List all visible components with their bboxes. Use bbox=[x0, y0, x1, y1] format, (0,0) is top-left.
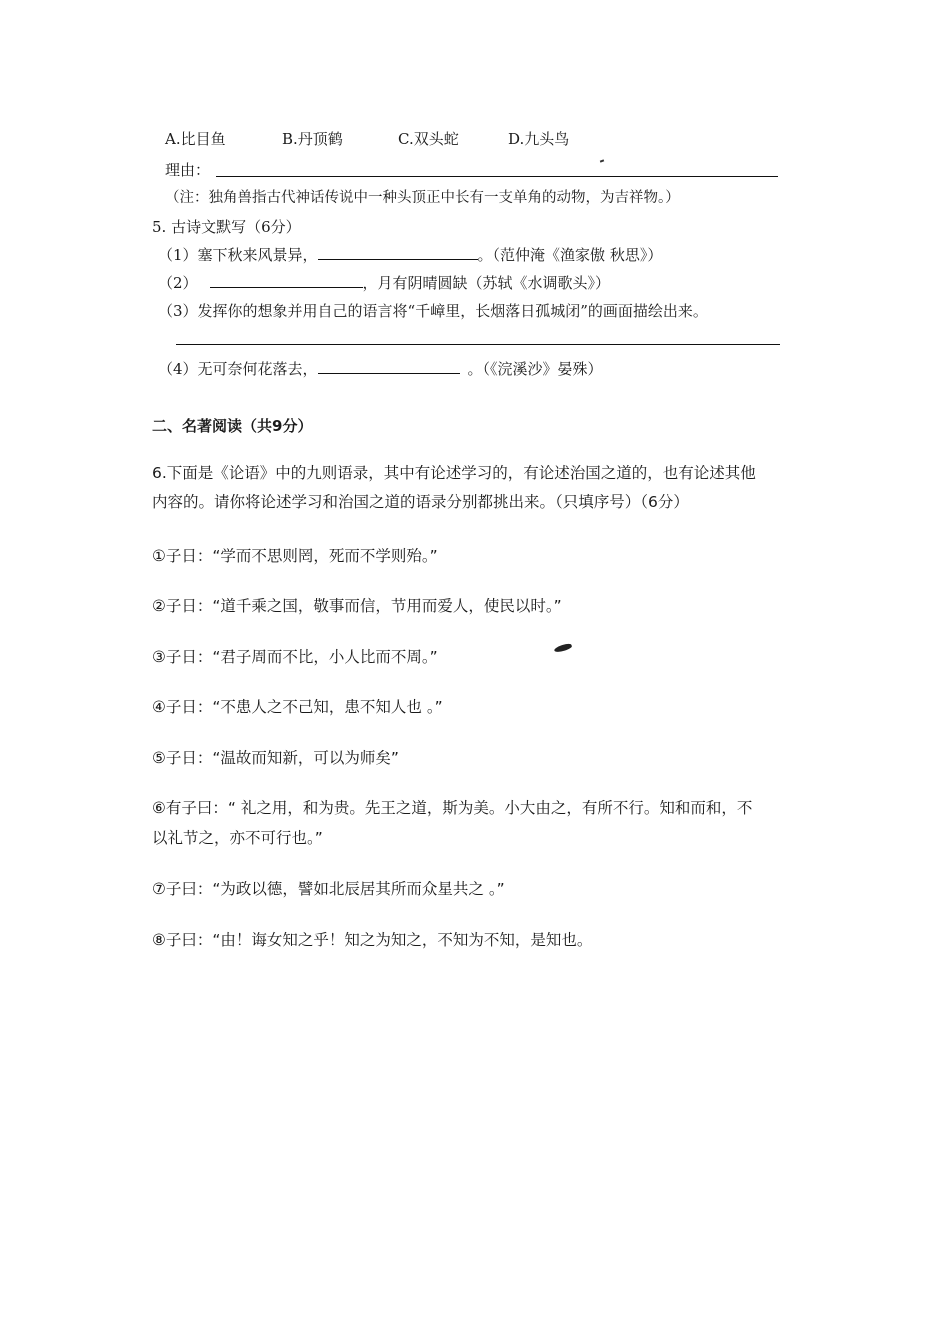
quote-6-line2: 以礼节之，亦不可行也。” bbox=[152, 829, 323, 847]
quote-7: ⑦子曰：“为政以德，譬如北辰居其所而众星共之 。” bbox=[152, 880, 505, 898]
q5-title: 5. 古诗文默写（6分） bbox=[152, 218, 301, 236]
q5-item4-prefix: （4）无可奈何花落去， bbox=[158, 360, 318, 378]
option-d: D.九头鸟 bbox=[508, 130, 570, 148]
quote-5: ⑤子日：“温故而知新，可以为师矣” bbox=[152, 749, 399, 767]
option-a: A.比目鱼 bbox=[165, 130, 226, 148]
option-b: B.丹顶鹤 bbox=[282, 130, 343, 148]
q5-item2 bbox=[158, 272, 610, 293]
q5-item1-blank[interactable] bbox=[318, 244, 478, 260]
q5-item1-prefix: （1）塞下秋来风景异， bbox=[158, 246, 318, 264]
quote-4: ④子日：“不患人之不己知，患不知人也 。” bbox=[152, 698, 443, 716]
option-c: C.双头蛇 bbox=[398, 130, 459, 148]
quote-8: ⑧子曰：“由！诲女知之乎！知之为知之，不知为不知，是知也。 bbox=[152, 931, 593, 949]
q5-item2-blank[interactable] bbox=[210, 272, 363, 288]
q6-prompt-line1: 6.下面是《论语》中的九则语录，其中有论述学习的，有论述治国之道的，也有论述其他 bbox=[152, 464, 756, 482]
quote-3: ③子日：“君子周而不比，小人比而不周。” bbox=[152, 648, 438, 666]
q5-item3-answer-line[interactable] bbox=[176, 344, 780, 345]
section2-title: 二、名著阅读（共9分） bbox=[152, 417, 313, 435]
ink-blot bbox=[554, 642, 573, 653]
quote-1: ①子日：“学而不思则罔，死而不学则殆。” bbox=[152, 547, 438, 565]
q5-item4-blank[interactable] bbox=[318, 358, 460, 374]
quote-6-line1: ⑥有子曰：“ 礼之用，和为贵。先王之道，斯为美。小大由之，有所不行。知和而和，不 bbox=[152, 799, 753, 817]
reason-answer-line[interactable] bbox=[216, 176, 778, 177]
q5-item3: （3）发挥你的想象并用自己的语言将“千嶂里，长烟落日孤城闭”的画面描绘出来。 bbox=[158, 302, 708, 320]
quote-2: ②子日：“道千乘之国，敬事而信，节用而爱人，使民以时。” bbox=[152, 597, 562, 615]
note-text: （注：独角兽指古代神话传说中一种头顶正中长有一支单角的动物，为吉祥物。） bbox=[165, 190, 680, 206]
q5-item2-suffix: ，月有阴晴圆缺（苏轼《水调歌头》） bbox=[362, 274, 611, 292]
q5-item4 bbox=[158, 358, 603, 379]
reason-label: 理由： bbox=[165, 161, 211, 179]
q6-prompt-line2: 内容的。请你将论述学习和治国之道的语录分别都挑出来。（只填序号）（6分） bbox=[152, 493, 689, 511]
q5-item1 bbox=[158, 244, 662, 265]
ink-speck bbox=[600, 159, 604, 162]
q5-item1-suffix: 。（范仲淹《渔家傲 秋思》） bbox=[477, 246, 663, 264]
q5-item4-suffix: 。（《浣溪沙》晏殊） bbox=[467, 360, 603, 378]
q5-item2-prefix: （2） bbox=[158, 274, 198, 292]
